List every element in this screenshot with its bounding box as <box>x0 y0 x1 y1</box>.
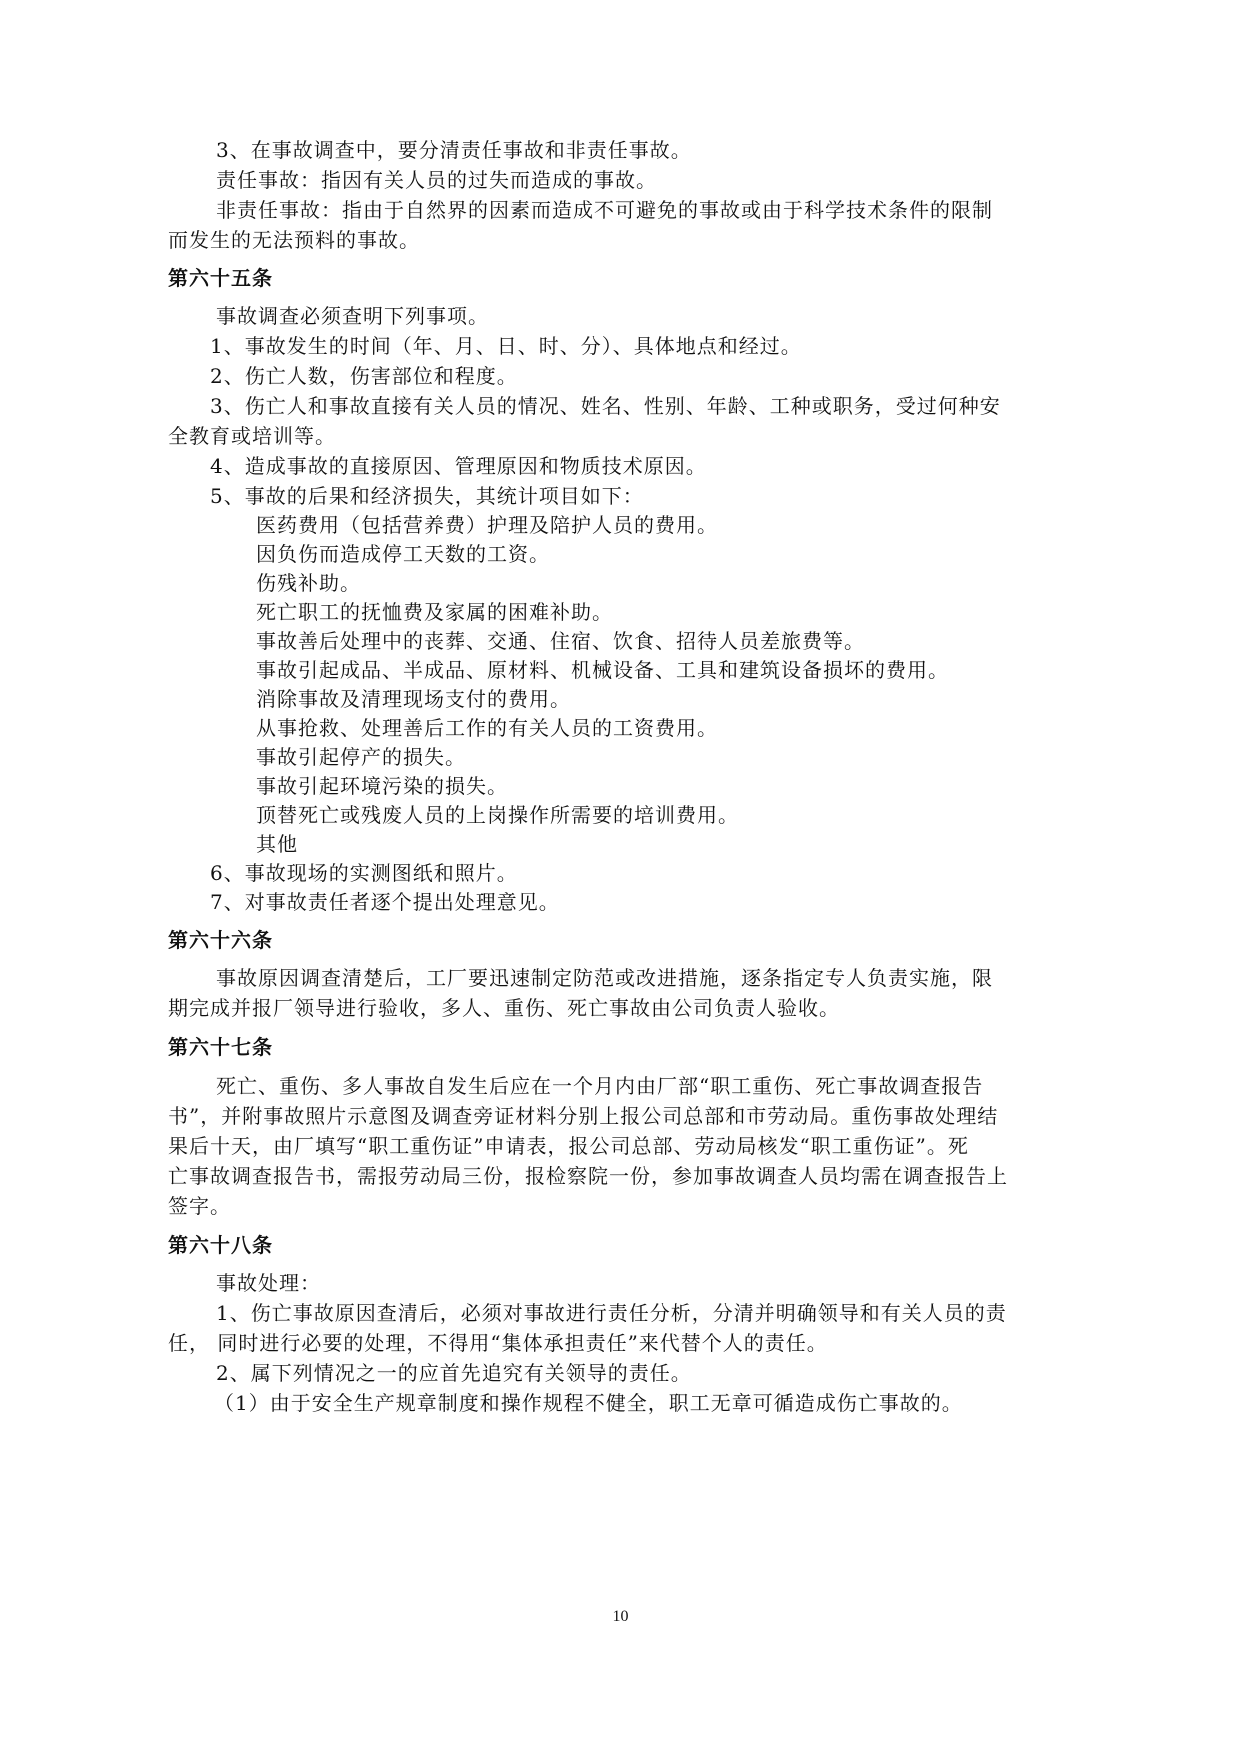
paragraph-line: 1、伤亡事故原因查清后，必须对事故进行责任分析，分清并明确领导和有关人员的责 <box>216 1301 1007 1325</box>
paragraph-line: （1）由于安全生产规章制度和操作规程不健全，职工无章可循造成伤亡事故的。 <box>214 1391 963 1415</box>
paragraph-line: 任， 同时进行必要的处理，不得用“集体承担责任”来代替个人的责任。 <box>168 1331 828 1355</box>
sub-list-item: 伤残补助。 <box>256 571 361 595</box>
list-item: 2、伤亡人数，伤害部位和程度。 <box>210 364 518 388</box>
sub-list-item: 事故善后处理中的丧葬、交通、住宿、饮食、招待人员差旅费等。 <box>256 629 865 653</box>
list-item: 7、对事故责任者逐个提出处理意见。 <box>210 890 560 914</box>
paragraph-line: 期完成并报厂领导进行验收，多人、重伤、死亡事故由公司负责人验收。 <box>168 996 840 1020</box>
paragraph-line: 非责任事故：指由于自然界的因素而造成不可避免的事故或由于科学技术条件的限制 <box>216 198 993 222</box>
sub-list-item: 因负伤而造成停工天数的工资。 <box>256 542 550 566</box>
paragraph-line: 果后十天，由厂填写“职工重伤证”申请表，报公司总部、劳动局核发“职工重伤证”。死 <box>168 1134 969 1158</box>
paragraph-line: 书”，并附事故照片示意图及调查旁证材料分别上报公司总部和市劳动局。重伤事故处理结 <box>168 1104 999 1128</box>
sub-list-item: 顶替死亡或残废人员的上岗操作所需要的培训费用。 <box>256 803 739 827</box>
sub-list-item: 医药费用（包括营养费）护理及陪护人员的费用。 <box>256 513 718 537</box>
list-item: 3、伤亡人和事故直接有关人员的情况、姓名、性别、年龄、工种或职务，受过何种安 <box>210 394 1001 418</box>
sub-list-item: 死亡职工的抚恤费及家属的困难补助。 <box>256 600 613 624</box>
sub-list-item: 事故引起停产的损失。 <box>256 745 466 769</box>
paragraph-line: 责任事故：指因有关人员的过失而造成的事故。 <box>216 168 657 192</box>
list-item: 5、事故的后果和经济损失，其统计项目如下： <box>210 484 644 508</box>
sub-list-item: 事故引起成品、半成品、原材料、机械设备、工具和建筑设备损坏的费用。 <box>256 658 949 682</box>
paragraph-line: 而发生的无法预料的事故。 <box>168 228 420 252</box>
sub-list-item: 事故引起环境污染的损失。 <box>256 774 508 798</box>
article-heading: 第六十六条 <box>168 928 273 952</box>
list-item: 1、事故发生的时间（年、月、日、时、分）、具体地点和经过。 <box>210 334 802 358</box>
paragraph-line: 亡事故调查报告书，需报劳动局三份，报检察院一份，参加事故调查人员均需在调查报告上 <box>168 1164 1008 1188</box>
paragraph-line: 3、在事故调查中，要分清责任事故和非责任事故。 <box>216 138 692 162</box>
paragraph-line: 2、属下列情况之一的应首先追究有关领导的责任。 <box>216 1361 692 1385</box>
sub-list-item: 其他 <box>256 832 298 856</box>
sub-list-item: 消除事故及清理现场支付的费用。 <box>256 687 571 711</box>
article-heading: 第六十八条 <box>168 1233 273 1257</box>
sub-list-item: 从事抢救、处理善后工作的有关人员的工资费用。 <box>256 716 718 740</box>
list-item: 全教育或培训等。 <box>168 424 336 448</box>
article-heading: 第六十五条 <box>168 266 273 290</box>
article-heading: 第六十七条 <box>168 1035 273 1059</box>
paragraph-line: 签字。 <box>168 1194 231 1218</box>
page-number: 10 <box>612 1608 629 1625</box>
paragraph-line: 死亡、重伤、多人事故自发生后应在一个月内由厂部“职工重伤、死亡事故调查报告 <box>216 1074 984 1098</box>
list-item: 6、事故现场的实测图纸和照片。 <box>210 861 518 885</box>
paragraph-line: 事故处理： <box>216 1271 321 1295</box>
paragraph-line: 事故原因调查清楚后，工厂要迅速制定防范或改进措施，逐条指定专人负责实施，限 <box>216 966 993 990</box>
list-item: 4、造成事故的直接原因、管理原因和物质技术原因。 <box>210 454 707 478</box>
paragraph-line: 事故调查必须查明下列事项。 <box>216 304 489 328</box>
